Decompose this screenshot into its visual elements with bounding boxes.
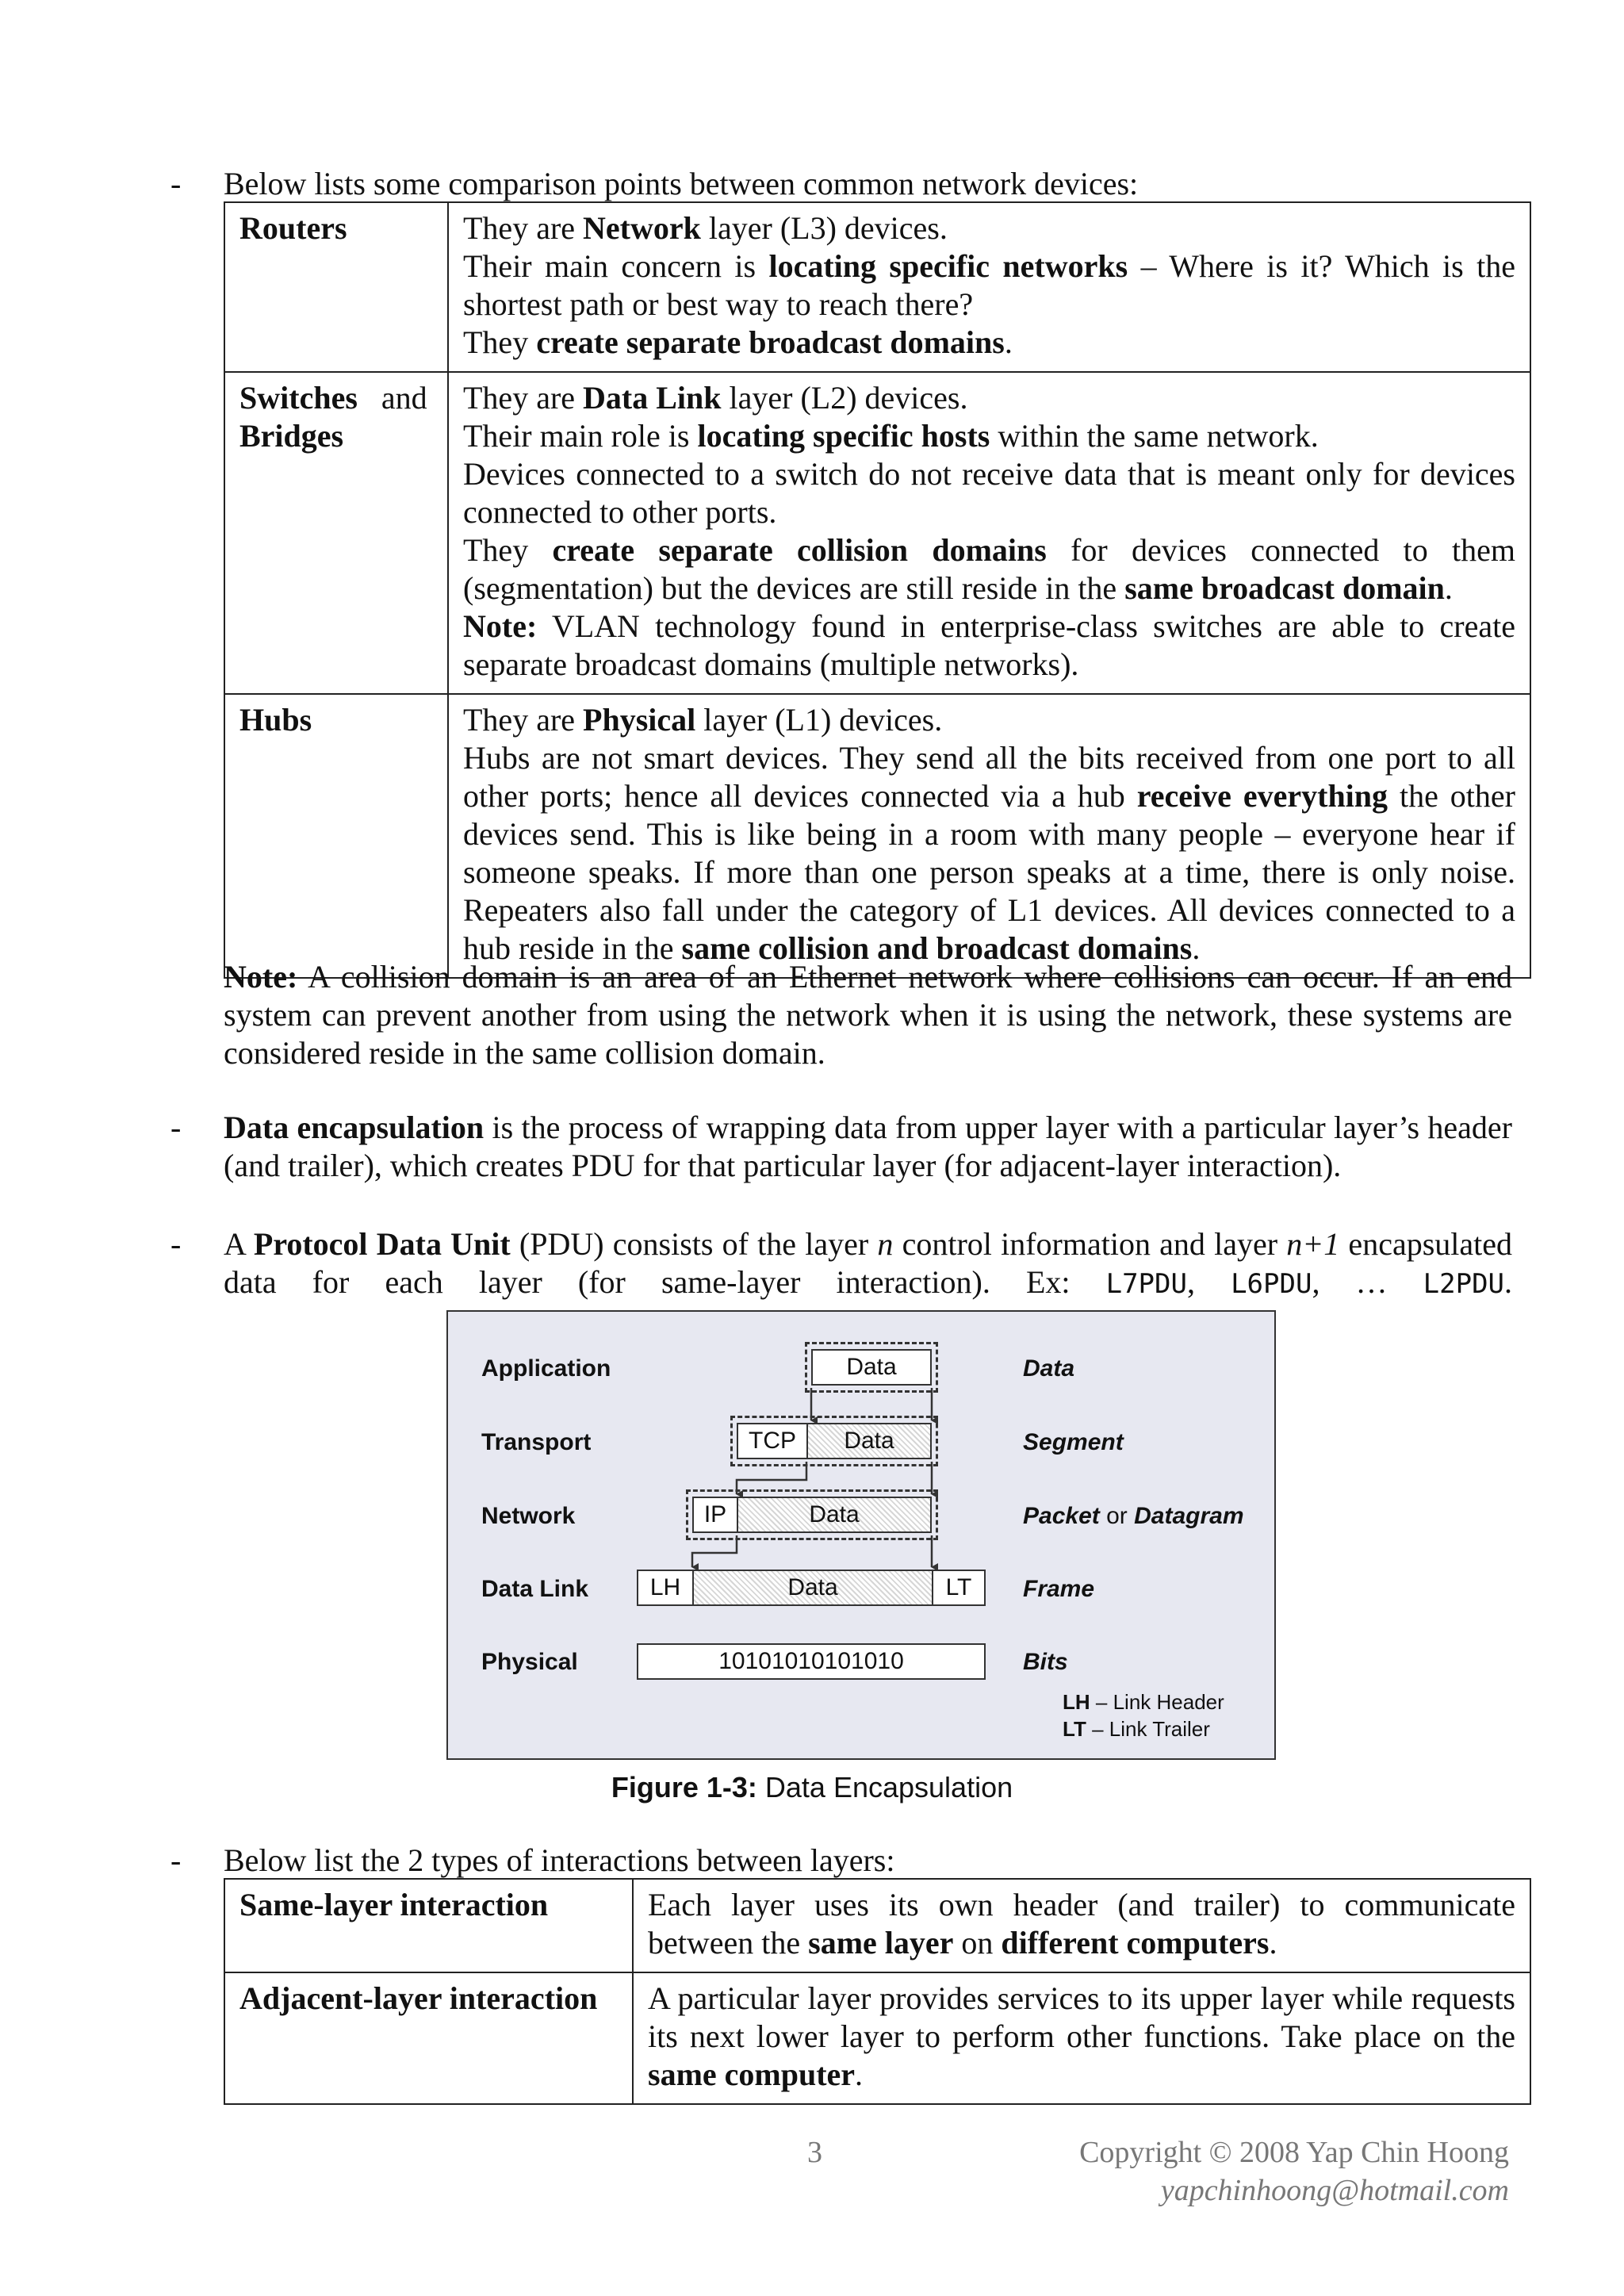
bullet-marker: - bbox=[170, 1110, 182, 1145]
device-description bbox=[448, 202, 1530, 372]
device-row bbox=[224, 372, 1530, 694]
description-line: Their main role is locating specific hosts within the same network. bbox=[463, 418, 1319, 454]
interaction-description: Each layer uses its own header (and trailer) to communicate between the same layer on different computers. bbox=[633, 1879, 1530, 1972]
legend-lh-desc: – Link Header bbox=[1095, 1690, 1224, 1714]
caption-label: Figure 1-3: bbox=[611, 1771, 757, 1803]
layer-application: Application bbox=[481, 1355, 611, 1382]
note-text: A collision domain is an area of an Ethernet network where collisions can occur. If an end system can prevent another from using the network when it is using the network, these systems are considered reside in the same collision domain. bbox=[224, 959, 1512, 1071]
footer-copyright bbox=[1079, 2133, 1509, 2210]
legend-lt-desc: – Link Trailer bbox=[1092, 1717, 1210, 1741]
description-line: They are Physical layer (L1) devices. bbox=[463, 702, 943, 738]
bullet-marker: - bbox=[170, 1842, 182, 1878]
legend-lh bbox=[1063, 1688, 1224, 1715]
device-description bbox=[448, 694, 1530, 978]
device-description bbox=[448, 372, 1530, 694]
link-trailer-box: LT bbox=[932, 1570, 986, 1606]
bullet-marker: - bbox=[170, 166, 182, 201]
tcp-header-box: TCP bbox=[737, 1423, 808, 1459]
arrow-down-icon bbox=[737, 1462, 806, 1494]
interaction-name: Adjacent-layer interaction bbox=[224, 1972, 633, 2104]
pdu-bits: Bits bbox=[1023, 1649, 1068, 1675]
arrow-down-icon bbox=[692, 1535, 737, 1567]
description-line: They create separate broadcast domains. bbox=[463, 324, 1013, 360]
link-header-box: LH bbox=[637, 1570, 694, 1606]
network-data-box: Data bbox=[737, 1497, 932, 1533]
pdu-data: Data bbox=[1023, 1355, 1075, 1382]
physical-bits-box: 10101010101010 bbox=[637, 1643, 986, 1680]
ip-header-box: IP bbox=[692, 1497, 738, 1533]
legend-lh-abbr: LH bbox=[1063, 1690, 1090, 1714]
description-line: They are Data Link layer (L2) devices. bbox=[463, 380, 968, 416]
application-data-box: Data bbox=[811, 1349, 932, 1386]
layer-physical: Physical bbox=[481, 1649, 578, 1675]
caption-text: Data Encapsulation bbox=[764, 1771, 1013, 1803]
device-name: Routers bbox=[224, 202, 448, 372]
pdu-segment: Segment bbox=[1023, 1429, 1124, 1455]
author-email: yapchinhoong@hotmail.com bbox=[1160, 2174, 1509, 2207]
copyright-text: Copyright © 2008 Yap Chin Hoong bbox=[1079, 2136, 1509, 2169]
pdu-definition: A Protocol Data Unit (PDU) consists of the layer n control information and layer n+1 encapsulated data for each layer (for same-layer interaction). Ex: L7PDU, L6PDU, … L2PDU. bbox=[224, 1226, 1513, 1300]
encapsulation-desc: is the process of wrapping data from upper layer with a particular layer’s header (and trailer), which creates PDU for that particular layer (for adjacent-layer interaction). bbox=[224, 1110, 1513, 1183]
collision-note bbox=[224, 958, 1512, 1072]
device-row bbox=[224, 694, 1530, 978]
intro-text: Below lists some comparison points between common network devices: bbox=[224, 166, 1139, 201]
encapsulation-figure bbox=[446, 1310, 1276, 1760]
device-name: Hubs bbox=[224, 694, 448, 978]
legend-lt-abbr: LT bbox=[1063, 1717, 1086, 1741]
layer-network: Network bbox=[481, 1503, 576, 1529]
description-line: They create separate collision domains for devices connected to them (segmentation) but the devices are still reside in the same broadcast domain. bbox=[463, 532, 1515, 606]
description-line: They are Network layer (L3) devices. bbox=[463, 210, 948, 246]
datalink-data-box: Data bbox=[692, 1570, 933, 1606]
legend-lt bbox=[1063, 1715, 1210, 1742]
description-line: Note: VLAN technology found in enterprise-class switches are able to create separate broadcast domains (multiple networks). bbox=[463, 608, 1515, 682]
pdu-datagram: Datagram bbox=[1134, 1503, 1244, 1529]
page-number: 3 bbox=[807, 2136, 822, 2169]
layer-datalink: Data Link bbox=[481, 1576, 589, 1602]
note-label: Note: bbox=[224, 959, 298, 995]
encapsulation-text bbox=[224, 1109, 1512, 1185]
layer-transport: Transport bbox=[481, 1429, 592, 1455]
description-line: Their main concern is locating specific networks – Where is it? Which is the shortest path or best way to reach there? bbox=[463, 248, 1515, 322]
encapsulation-term: Data encapsulation bbox=[224, 1110, 485, 1145]
bullet-marker: - bbox=[170, 1226, 182, 1262]
description-line: Devices connected to a switch do not receive data that is meant only for devices connected to other ports. bbox=[463, 456, 1515, 530]
interaction-row bbox=[224, 1879, 1530, 1972]
figure-caption bbox=[0, 1770, 1624, 1805]
device-name: Switches and Bridges bbox=[224, 372, 448, 694]
transport-data-box: Data bbox=[806, 1423, 932, 1459]
device-comparison-table bbox=[224, 201, 1531, 979]
interactions-table bbox=[224, 1878, 1531, 2105]
device-row bbox=[224, 202, 1530, 372]
pdu-or: or bbox=[1106, 1503, 1128, 1529]
interaction-name: Same-layer interaction bbox=[224, 1879, 633, 1972]
pdu-frame: Frame bbox=[1023, 1576, 1095, 1602]
interaction-description: A particular layer provides services to its upper layer while requests its next lower layer to perform other functions. Take place on the same computer. bbox=[633, 1972, 1530, 2104]
description-line: Hubs are not smart devices. They send all the bits received from one port to all other ports; hence all devices connected via a hub receive everything the other devices send. This is like being in a room with many people – everyone hear if someone speaks. If more than one person speaks at a time, there is only noise. Repeaters also fall under the category of L1 devices. All devices connected to a hub reside in the same collision and broadcast domains. bbox=[463, 740, 1515, 966]
arrow-group bbox=[692, 1388, 932, 1567]
interaction-row bbox=[224, 1972, 1530, 2104]
pdu-packet: Packet bbox=[1023, 1503, 1100, 1529]
interactions-intro: Below list the 2 types of interactions between layers: bbox=[224, 1842, 895, 1878]
